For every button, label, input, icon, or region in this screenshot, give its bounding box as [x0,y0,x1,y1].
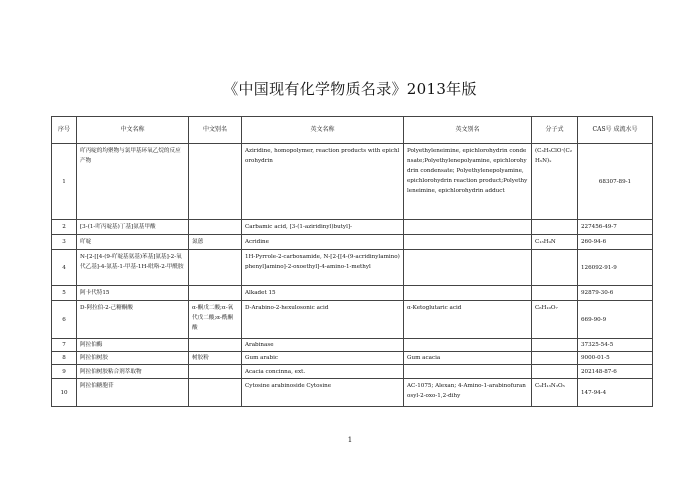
cell-en-name: Cytosine arabinoside Cytosine [242,379,404,407]
cell-cn-name: D-阿拉伯-2-己糖酮酸 [77,301,189,339]
table-header-row [52,117,653,144]
cell-en-alias [404,250,532,286]
cell-no: 2 [52,220,77,235]
cell-formula: C₉H₁₃N₃O₅ [532,379,578,407]
cell-cn-name: 吖丙啶的均聚物与氯甲基环氧乙烷的反应产物 [77,144,189,220]
cell-formula [532,250,578,286]
cell-en-alias: AC-1075; Alexan; 4-Amino-1-arabinofuranosyl-2-oxo-1,2-dihy [404,379,532,407]
cell-en-alias [404,365,532,379]
cell-cas: 126092-91-9 [578,250,653,286]
cell-no: 3 [52,235,77,250]
cell-en-alias [404,220,532,235]
cell-no: 10 [52,379,77,407]
cell-cn-name: 阿卡代特15 [77,286,189,301]
table-row [52,339,653,352]
table-row [52,235,653,250]
cell-cn-alias [189,339,242,352]
cell-cn-alias [189,286,242,301]
cell-cas: 260-94-6 [578,235,653,250]
cell-cn-alias [189,250,242,286]
cell-formula [532,339,578,352]
cell-cas: 92879-30-6 [578,286,653,301]
cell-cn-name: [3-(1-吖丙啶基)丁基]氨基甲酸 [77,220,189,235]
col-header-cas: CAS号 成流水号 [578,117,653,144]
cell-no: 8 [52,352,77,365]
cell-cn-name: 阿拉伯树胶 [77,352,189,365]
col-header-en-alias: 英文别名 [404,117,532,144]
col-header-en-name: 英文名称 [242,117,404,144]
page-title: 《中国现有化学物质名录》2013年版 [223,80,477,98]
page-number: 1 [347,436,353,444]
cell-no: 9 [52,365,77,379]
cell-en-name: Aziridine, homopolymer, reaction products with epichlorohydrin [242,144,404,220]
cell-en-name: Carbamic acid, [3-(1-aziridinyl)butyl]- [242,220,404,235]
table-row [52,379,653,407]
cell-no: 7 [52,339,77,352]
cell-cas: 68307-89-1 [578,144,653,220]
cell-en-name: Acridine [242,235,404,250]
cell-cn-name: N-[2-[[4-(9-吖啶基氨基)苯基]氨基]-2-氧代乙基]-4-氨基-1-甲基-1H-吡咯-2-甲酰胺 [77,250,189,286]
table-row [52,286,653,301]
cell-cn-alias [189,379,242,407]
cell-formula [532,352,578,365]
table-row [52,352,653,365]
chemical-inventory-table [51,116,653,407]
cell-en-name: D-Arabino-2-hexulosonic acid [242,301,404,339]
cell-no: 6 [52,301,77,339]
cell-en-name: Arabinase [242,339,404,352]
col-header-formula: 分子式 [532,117,578,144]
cell-cas: 37325-54-5 [578,339,653,352]
col-header-cn-alias: 中文别名 [189,117,242,144]
col-header-no: 序号 [52,117,77,144]
cell-cas: 669-90-9 [578,301,653,339]
cell-formula: C₁₃H₉N [532,235,578,250]
cell-cas: 227456-49-7 [578,220,653,235]
cell-cn-alias: 树胶粉 [189,352,242,365]
cell-no: 1 [52,144,77,220]
table-row [52,220,653,235]
cell-cas: 147-94-4 [578,379,653,407]
cell-en-name: Gum arabic [242,352,404,365]
cell-en-name: Acacia concinna, ext. [242,365,404,379]
cell-cn-alias [189,365,242,379]
cell-no: 5 [52,286,77,301]
cell-no: 4 [52,250,77,286]
cell-cn-alias: α-酮戊二酸;α-氧代戊二酸;α-酰酮酸 [189,301,242,339]
cell-en-alias [404,235,532,250]
cell-cas: 9000-01-5 [578,352,653,365]
cell-formula: (C₃H₅ClO·(C₂H₅N)ₓ [532,144,578,220]
table-row [52,144,653,220]
cell-cn-alias: 氮蒽 [189,235,242,250]
cell-en-alias [404,286,532,301]
cell-formula [532,286,578,301]
cell-cn-name: 阿拉伯酶 [77,339,189,352]
cell-formula [532,220,578,235]
table-row [52,301,653,339]
cell-cn-alias [189,220,242,235]
cell-cn-alias [189,144,242,220]
col-header-cn-name: 中文名称 [77,117,189,144]
cell-cn-name: 吖啶 [77,235,189,250]
cell-cn-name: 阿拉伯树胶粘合剂萃取物 [77,365,189,379]
table-row [52,250,653,286]
cell-formula: C₆H₁₀O₇ [532,301,578,339]
cell-en-alias: Gum acacia [404,352,532,365]
cell-cn-name: 阿拉伯糖胞苷 [77,379,189,407]
cell-cas: 202148-87-6 [578,365,653,379]
cell-formula [532,365,578,379]
table-row [52,365,653,379]
cell-en-alias: Polyethyleneimine, epichlorohydrin condensate;Polyethylenepolyamine, epichlorohydrin condensate; Polyethylenepolyamine, epichlorohydrin reaction product;Polyethyleneimine, epichlorohydrin adduct [404,144,532,220]
cell-en-name: 1H-Pyrrole-2-carboxamide, N-[2-[[4-(9-acridinylamino) phenyl]amino]-2-oxoethyl]-4-amino-1-methyl [242,250,404,286]
cell-en-name: Alkadet 15 [242,286,404,301]
cell-en-alias [404,339,532,352]
cell-en-alias: α-Ketoglutaric acid [404,301,532,339]
